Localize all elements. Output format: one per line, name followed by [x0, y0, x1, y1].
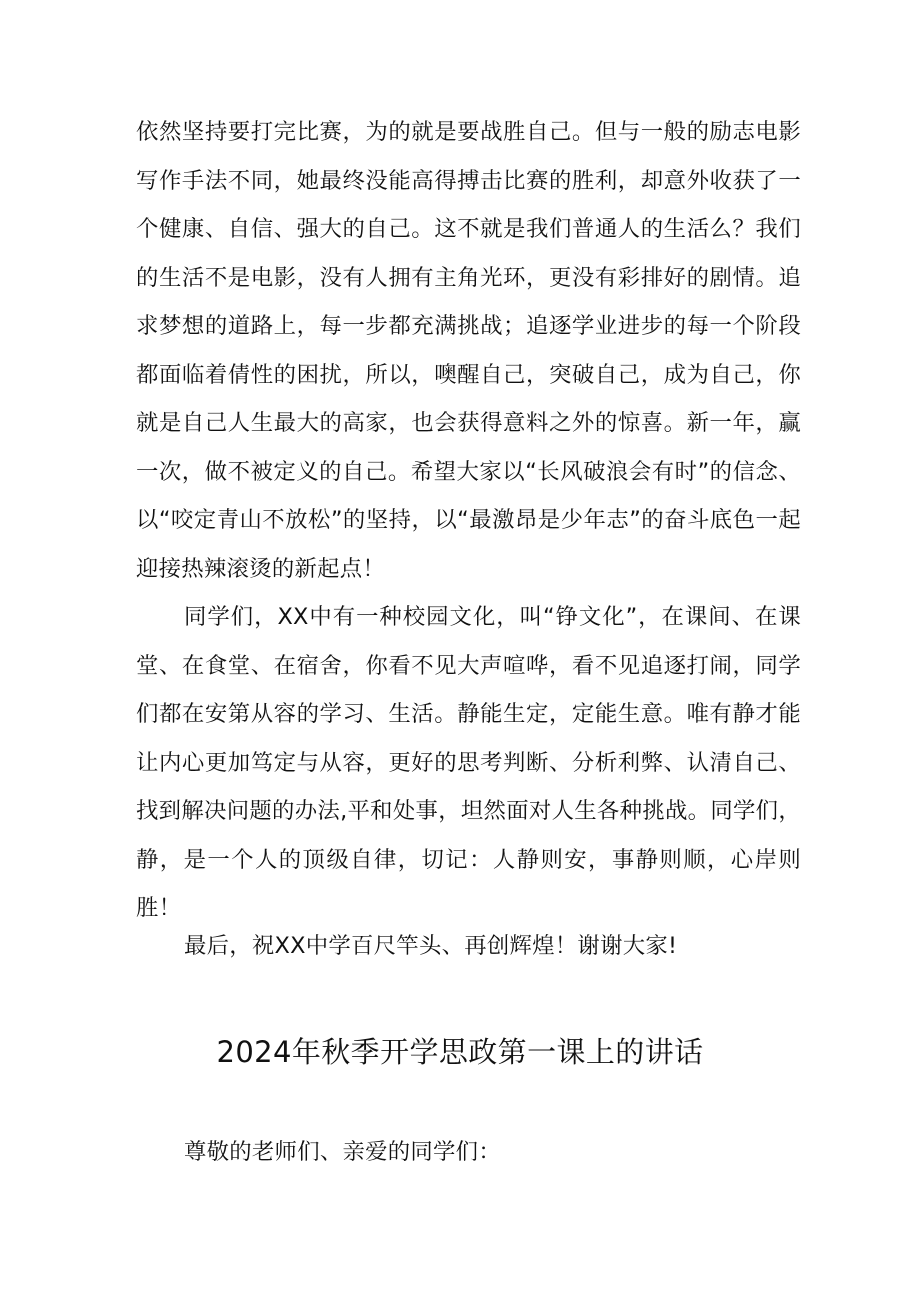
speech-title: 2024年秋季开学思政第一课上的讲话: [216, 1035, 704, 1069]
speech-greeting: 尊敬的老师们、亲爱的同学们：: [184, 1139, 501, 1165]
body-paragraph-1: 依然坚持要打完比赛，为的就是要战胜自己。但与一般的励志电影写作手法不同，她最终没能高得搏击比赛的胜利，却意外收获了一个健康、自信、强大的自己。这不就是我们普通人的生活么？我们的生活不是电影，没有人拥有主角光环，更没有彩排好的剧情。追求梦想的道路上，每一步都充满挑战；追逐学业进步的每一个阶段都面临着倩性的困扰，所以，噢醒自己，突破自己，成为自己，你就是自己人生最大的高家，也会获得意料之外的惊喜。新一年，赢一次，做不被定义的自己。希望大家以“长风破浪会有时”的信念、以“咬定青山不放松”的坚持，以“最激昂是少年志”的奋斗底色一起迎接热辣滚烫的新起点！: [136, 119, 801, 582]
body-paragraph-2: 同学们，XX中有一种校园文化，叫“铮文化”，在课间、在课堂、在食堂、在宿舍，你看不见大声喧哗，看不见追逐打闹，同学们都在安第从容的学习、生活。静能生定，定能生意。唯有静才能让内心更加笃定与从容，更好的思考判断、分析利弊、认清自己、找到解决问题的办法,平和处事，坦然面对人生各种挑战。同学们，静，是一个人的顶级自律，切记：人静则安，事静则顺，心岸则胜！: [136, 604, 801, 921]
body-paragraph-3: 最后，祝XX中学百尺竿头、再创辉煌！谢谢大家!: [184, 933, 678, 959]
